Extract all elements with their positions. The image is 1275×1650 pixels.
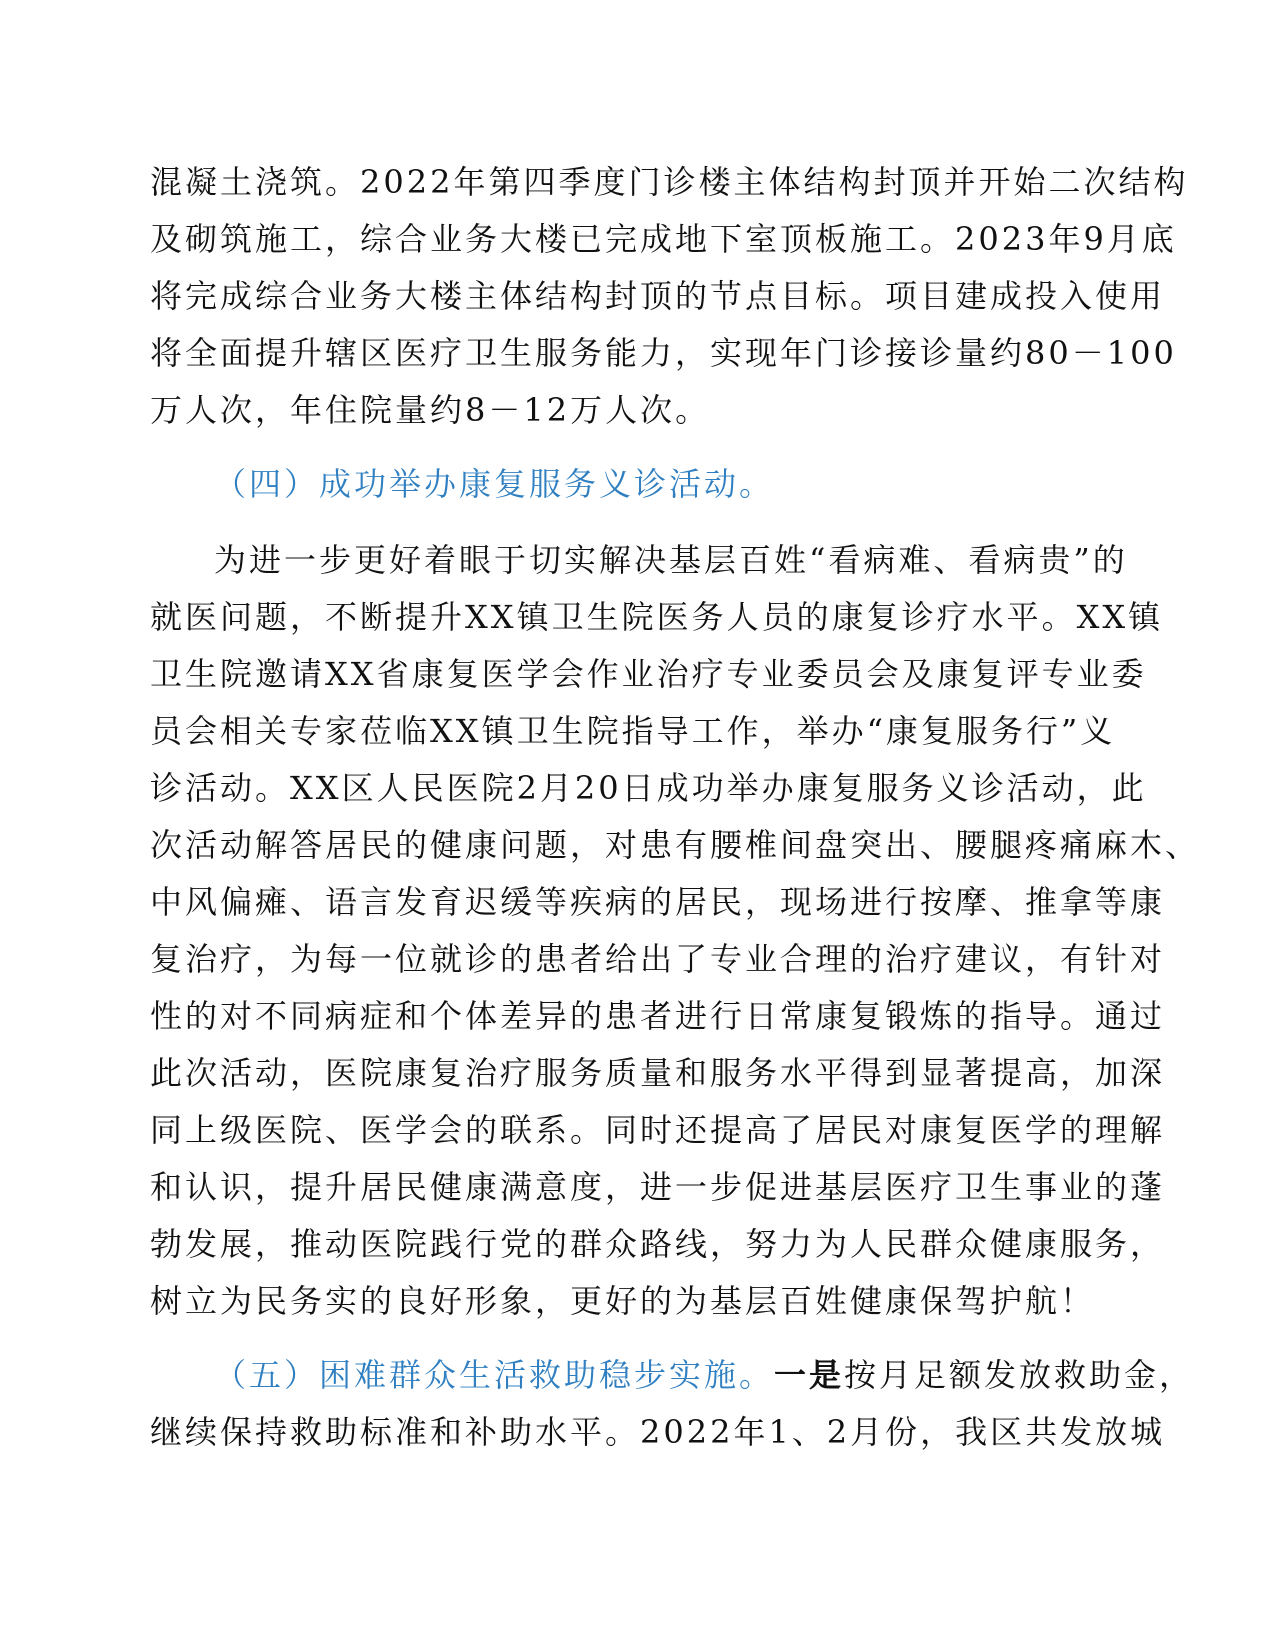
text-line: 此次活动，医院康复治疗服务质量和服务水平得到显著提高，加深 [150,1054,1166,1092]
text-line: 复治疗，为每一位就诊的患者给出了专业合理的治疗建议，有针对 [150,940,1166,978]
text-line: 次活动解答居民的健康问题，对患有腰椎间盘突出、腰腿疼痛麻木、 [150,826,1201,864]
text-line: 将全面提升辖区医疗卫生服务能力，实现年门诊接诊量约80－100 [150,334,1177,372]
bold-lead: 一是 [774,1356,845,1394]
text-line: 性的对不同病症和个体差异的患者进行日常康复锻炼的指导。通过 [150,997,1166,1035]
section-heading-5: （五）困难群众生活救助稳步实施。 [214,1356,775,1394]
text-line: 将完成综合业务大楼主体结构封顶的节点目标。项目建成投入使用 [150,277,1166,315]
text-line: 勃发展，推动医院践行党的群众路线，努力为人民群众健康服务， [150,1225,1166,1263]
section-heading-4: （四）成功举办康复服务义诊活动。 [214,465,775,503]
text-line: 及砌筑施工，综合业务大楼已完成地下室顶板施工。2023年9月底 [150,220,1177,258]
text-line: 树立为民务实的良好形象，更好的为基层百姓健康保驾护航！ [150,1282,1096,1320]
text-line: 同上级医院、医学会的联系。同时还提高了居民对康复医学的理解 [150,1111,1166,1149]
section-5-first-line [214,1355,1194,1395]
text-line: 继续保持救助标准和补助水平。2022年1、2月份，我区共发放城 [150,1413,1166,1451]
text-line: 卫生院邀请XX省康复医学会作业治疗专业委员会及康复评专业委 [150,655,1147,693]
text-line: 为进一步更好着眼于切实解决基层百姓“看病难、看病贵”的 [214,541,1128,579]
text-line: 中风偏瘫、语言发育迟缓等疾病的居民，现场进行按摩、推拿等康 [150,883,1166,921]
text-line: 万人次，年住院量约8－12万人次。 [150,391,711,429]
text-span: 按月足额发放救助金， [844,1356,1195,1394]
text-line: 诊活动。XX区人民医院2月20日成功举办康复服务义诊活动，此 [150,769,1147,807]
text-line: 员会相关专家莅临XX镇卫生院指导工作，举办“康复服务行”义 [150,712,1116,750]
text-line: 和认识，提升居民健康满意度，进一步促进基层医疗卫生事业的蓬 [150,1168,1166,1206]
text-line: 混凝土浇筑。2022年第四季度门诊楼主体结构封顶并开始二次结构 [150,163,1189,201]
text-line: 就医问题，不断提升XX镇卫生院医务人员的康复诊疗水平。XX镇 [150,598,1164,636]
